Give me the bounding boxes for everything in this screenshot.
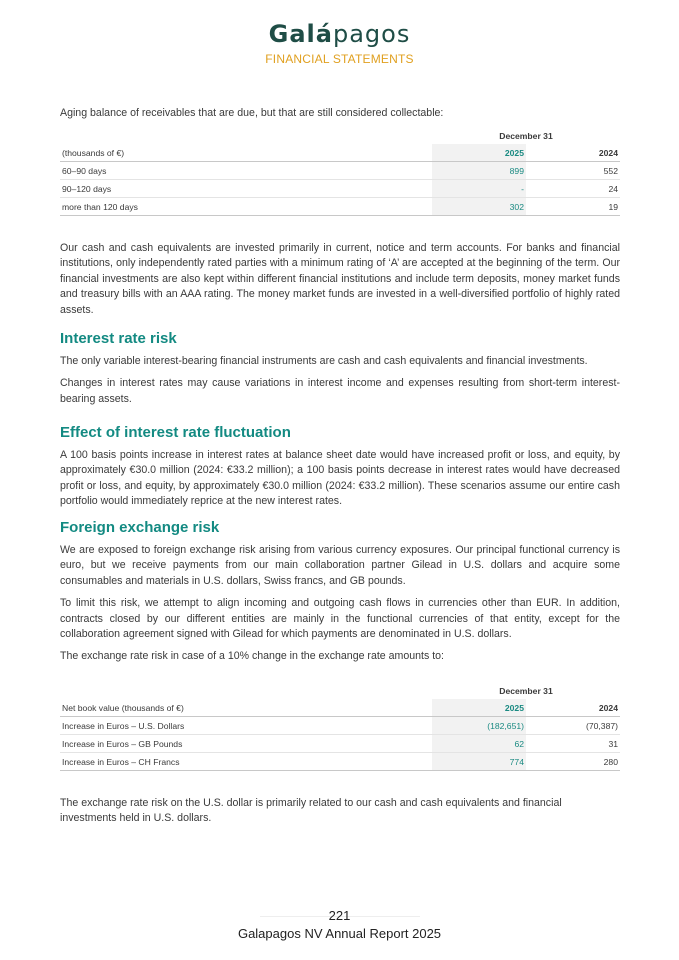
table-row: more than 120 days 302 19 [60, 198, 620, 216]
interest-rate-section: Interest rate risk The only variable interest-bearing financial instruments are cash and cash equivalents and financial investments. Changes in interest rates may cause variations in interest income and expenses resulting from short-term interest-bearing assets. [60, 330, 620, 405]
table-row: Increase in Euros – GB Pounds 62 31 [60, 735, 620, 753]
page-header [0, 20, 679, 66]
table-group-header: December 31 [499, 686, 553, 696]
cash-paragraph: Our cash and cash equivalents are invested primarily in current, notice and term accounts. For banks and financial institutions, only independently rated parties with a minimum rating of ‘A’ are accepted at the beginning of the term. Our financial investments are also kept within different financial institutions and include term deposits, money market funds and treasury bills with an AAA rating. The money market funds are invested in a well-diversified portfolio of highly rated assets. [60, 242, 620, 316]
table-row: Increase in Euros – U.S. Dollars (182,651) (70,387) [60, 717, 620, 735]
interest-fluctuation-section: Effect of interest rate fluctuation A 100 basis points increase in interest rates at balance sheet date would have increased profit or loss, and equity, by approximately €30.0 million (2024: €33.2 million); a 100 basis points decrease in interest rates would have decreased profit or loss, and equity, by approximately €30.0 million (2024: €33.2 million). These scenarios assume our entire cash portfolio would immediately reprice at the new interest rates. [60, 424, 620, 508]
section-heading: Foreign exchange risk [60, 519, 220, 536]
fx-table [60, 683, 620, 771]
section-heading: Interest rate risk [60, 330, 177, 347]
page-number: 221 [328, 908, 351, 923]
aging-table [60, 128, 620, 216]
table-row: 60–90 days 899 552 [60, 162, 620, 180]
table-group-header: December 31 [499, 131, 553, 141]
aging-intro: Aging balance of receivables that are due, but that are still considered collectable: [60, 107, 444, 119]
section-heading: Effect of interest rate fluctuation [60, 424, 291, 441]
table-header-row: Net book value (thousands of €) 2025 2024 [60, 699, 620, 717]
table-row: 90–120 days - 24 [60, 180, 620, 198]
galapagos-logo: Galápagos [268, 20, 411, 48]
section-label: FINANCIAL STATEMENTS [265, 52, 414, 66]
fx-risk-section: Foreign exchange risk We are exposed to foreign exchange risk arising from various currency exposures. Our principal functional currency is euro, but we receive payments from our main collaboration partner Gilead in U.S. dollars and acquire some consumables and materials in U.S. dollars, Swiss francs, and GB pounds. To limit this risk, we attempt to align incoming and outgoing cash flows in currencies other than EUR. In addition, contracts closed by our different entities are mainly in the functional currencies of that entity, except for the collaboration agreement signed with Gilead for which payments are denominated in U.S. dollars. The exchange rate risk in case of a 10% change in the exchange rate amounts to: [60, 519, 620, 663]
report-title: Galapagos NV Annual Report 2025 [237, 926, 442, 941]
fx-closing-paragraph: The exchange rate risk on the U.S. dollar is primarily related to our cash and cash equivalents and financial investments held in U.S. dollars. [60, 797, 562, 825]
table-header-row: (thousands of €) 2025 2024 [60, 144, 620, 162]
table-row: Increase in Euros – CH Francs 774 280 [60, 753, 620, 771]
